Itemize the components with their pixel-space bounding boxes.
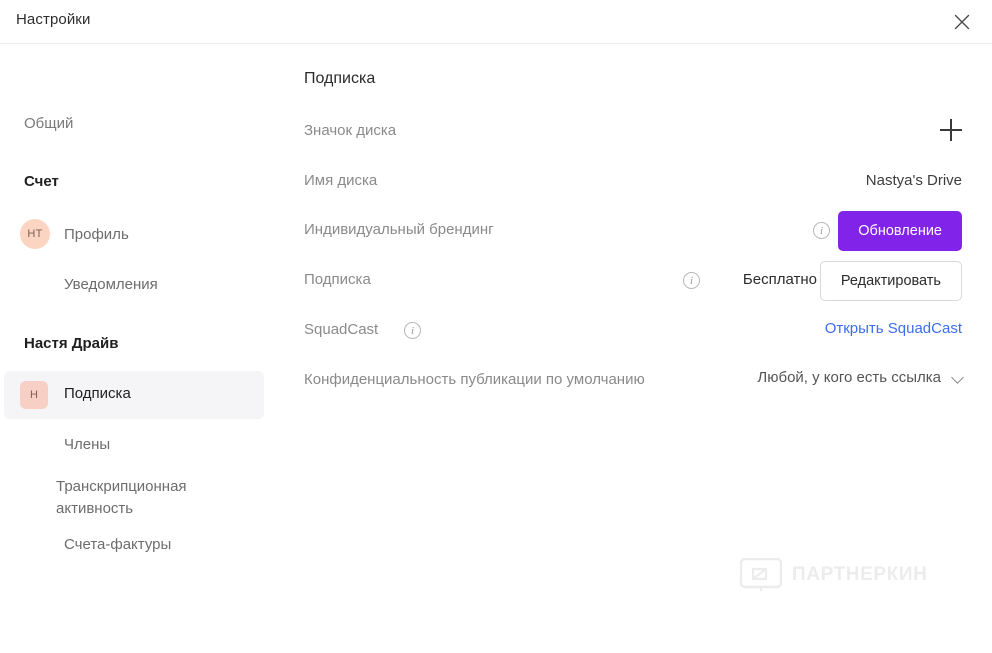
chevron-down-icon [953,372,964,383]
plus-icon[interactable] [940,119,962,141]
row-subscription [282,256,992,306]
page-title: Подписка [304,70,376,87]
sidebar-item-subscription[interactable] [4,371,264,419]
row-disk-name [282,157,992,207]
sidebar-item-label: Подписка [64,385,131,402]
info-icon[interactable]: i [813,222,830,239]
edit-subscription-button[interactable]: Редактировать [820,261,962,301]
info-icon[interactable]: i [404,322,421,339]
row-label-squadcast: SquadCast [304,321,379,338]
open-squadcast-link[interactable]: Открыть SquadCast [824,320,962,337]
close-icon[interactable] [948,8,976,36]
sidebar-item-members[interactable]: Члены [64,436,111,453]
sidebar-item-notifications[interactable]: Уведомления [64,276,158,293]
sidebar-item-transcription[interactable]: Транскрипционная активность [56,478,187,517]
row-label-custom-branding: Индивидуальный брендинг [304,221,494,238]
sidebar-item-profile[interactable]: Профиль [64,226,129,243]
subscription-plan-value: Бесплатно [742,271,817,288]
row-disk-icon [282,107,992,157]
default-privacy-value: Любой, у кого есть ссылка [757,369,941,386]
row-custom-branding [282,206,992,256]
row-label-disk-icon: Значок диска [304,122,397,139]
row-label-default-privacy: Конфиденциальность публикации по умолчанию [304,371,645,388]
sidebar [0,45,282,653]
disk-name-value: Nastya's Drive [865,172,962,189]
watermark-text: ПАРТНЕРКИН [792,564,928,585]
info-icon[interactable]: i [683,272,700,289]
avatar: НТ [20,219,50,249]
monitor-icon [740,558,782,592]
sidebar-item-invoices[interactable]: Счета-фактуры [64,536,172,553]
window-titlebar [0,0,992,44]
row-label-subscription: Подписка [304,271,371,288]
sidebar-heading-account: Счет [24,173,59,190]
drive-badge: Н [20,381,48,409]
sidebar-heading-drive: Настя Драйв [24,335,119,352]
sidebar-item-general[interactable]: Общий [24,115,74,132]
watermark [740,553,955,597]
row-label-disk-name: Имя диска [304,172,378,189]
row-squadcast [282,306,992,356]
row-default-privacy [282,356,992,406]
default-privacy-select[interactable] [757,369,964,386]
window-title: Настройки [16,11,91,28]
upgrade-button[interactable]: Обновление [838,211,962,251]
